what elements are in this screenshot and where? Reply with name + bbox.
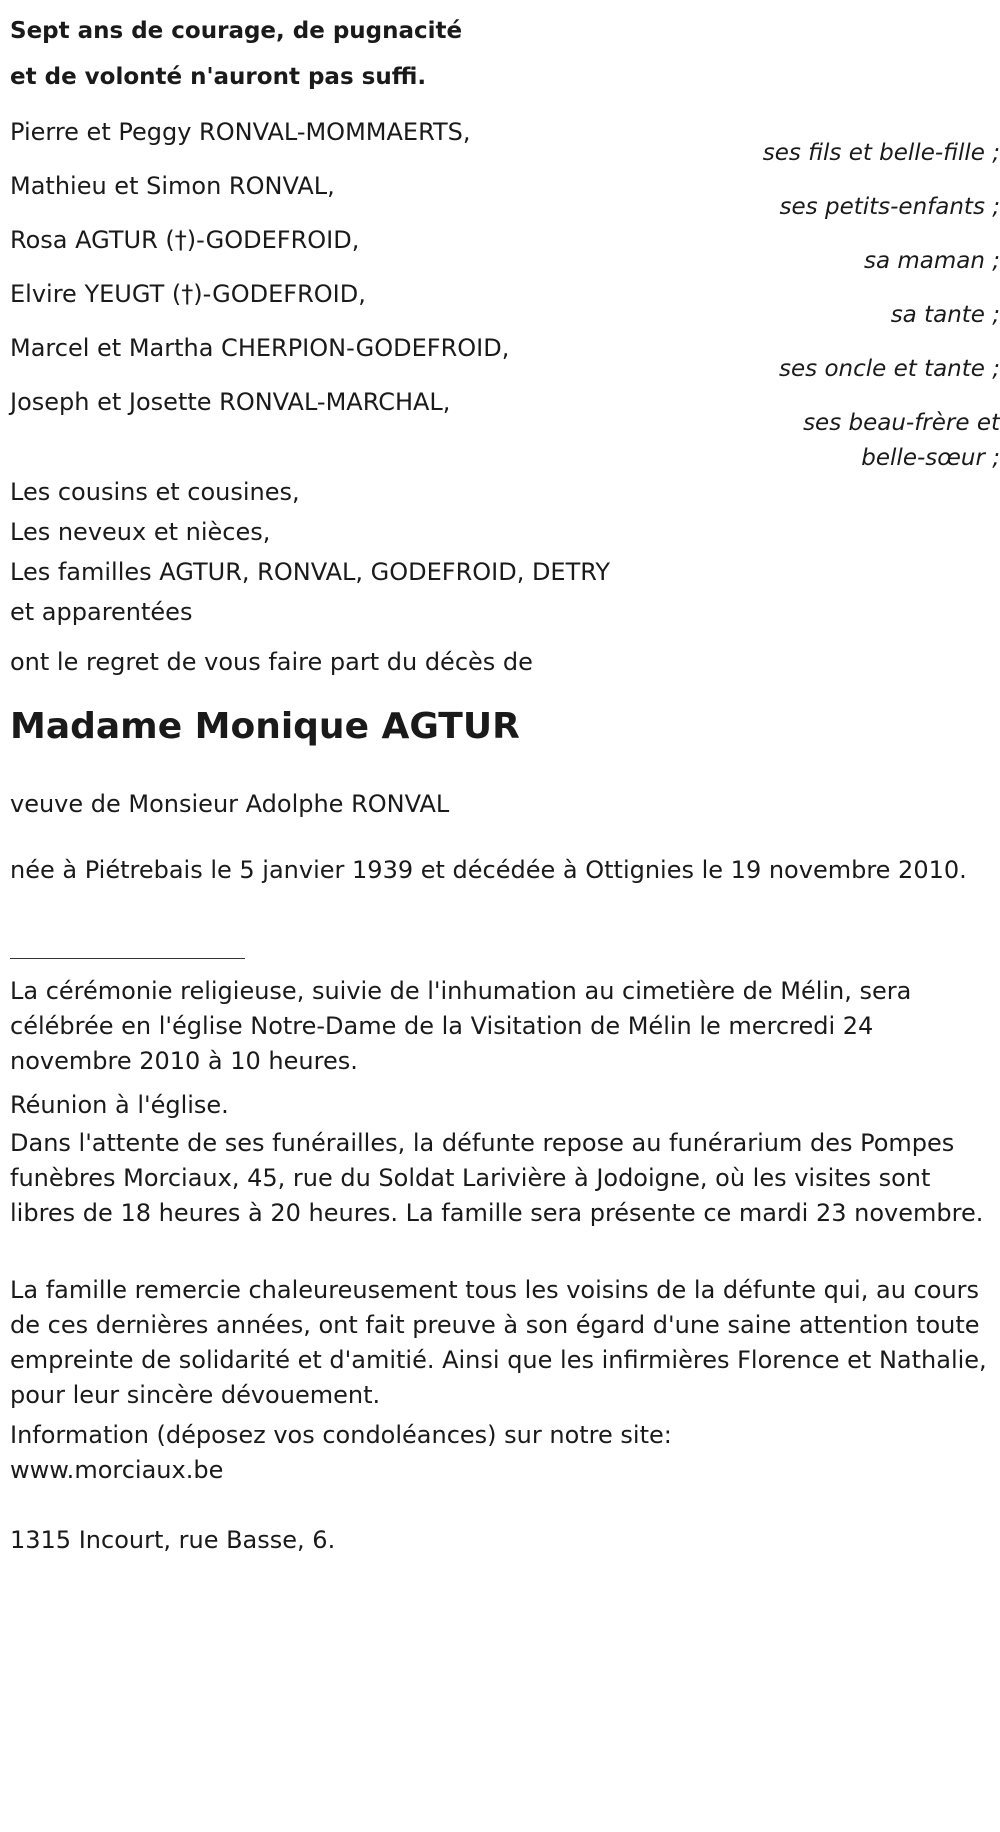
website-link[interactable]: www.morciaux.be bbox=[10, 1456, 224, 1484]
ceremony-text: La cérémonie religieuse, suivie de l'inhumation au cimetière de Mélin, sera célébrée en l'église Notre-Dame de la Visitation de Mélin le mercredi 24 novembre 2010 à 10 heures. bbox=[10, 977, 912, 1075]
family-relation-6a: ses beau-frère et bbox=[803, 410, 1000, 436]
family-name-1: Pierre et Peggy RONVAL-MOMMAERTS, bbox=[10, 118, 471, 146]
family-relation-2: ses petits-enfants ; bbox=[779, 194, 1000, 220]
family-relation-4: sa tante ; bbox=[890, 302, 1000, 328]
family-name-5: Marcel et Martha CHERPION-GODEFROID, bbox=[10, 334, 510, 362]
extended-family bbox=[10, 472, 1000, 632]
family-relation-3: sa maman ; bbox=[863, 248, 1000, 274]
others-line-2: Les neveux et nièces, bbox=[10, 518, 271, 546]
family-relation-6b: belle-sœur ; bbox=[861, 445, 1000, 471]
family-relation-1: ses fils et belle-fille ; bbox=[762, 140, 1000, 166]
widow-of-text: veuve de Monsieur Adolphe RONVAL bbox=[10, 790, 450, 818]
others-line-1: Les cousins et cousines, bbox=[10, 478, 300, 506]
info-line: Information (déposez vos condoléances) sur notre site: bbox=[10, 1421, 672, 1449]
intro-heading bbox=[10, 8, 462, 100]
deceased-name: Madame Monique AGTUR bbox=[10, 706, 520, 747]
others-line-3: Les familles AGTUR, RONVAL, GODEFROID, DETRY bbox=[10, 558, 611, 586]
family-name-4: Elvire YEUGT (†)-GODEFROID, bbox=[10, 280, 366, 308]
address-text: 1315 Incourt, rue Basse, 6. bbox=[10, 1526, 336, 1554]
family-relation-5: ses oncle et tante ; bbox=[779, 356, 1000, 382]
others-line-4: et apparentées bbox=[10, 598, 193, 626]
visitation-text: Dans l'attente de ses funérailles, la défunte repose au funérarium des Pompes funèbres Morciaux, 45, rue du Soldat Larivière à Jodoigne, où les visites sont libres de 18 heures à 20 heures. La famille sera présente ce mardi 23 novembre. bbox=[10, 1129, 984, 1227]
intro-line-1: Sept ans de courage, de pugnacité bbox=[10, 18, 463, 44]
birth-death-text: née à Piétrebais le 5 janvier 1939 et décédée à Ottignies le 19 novembre 2010. bbox=[10, 856, 967, 884]
family-name-3: Rosa AGTUR (†)-GODEFROID, bbox=[10, 226, 360, 254]
info-block bbox=[10, 1418, 1000, 1488]
intro-line-2: et de volonté n'auront pas suffi. bbox=[10, 64, 427, 90]
thanks-text: La famille remercie chaleureusement tous les voisins de la défunte qui, au cours de ces dernières années, ont fait preuve à son égard d'une saine attention toute empreinte de solidarité et d'amitié. Ainsi que les infirmières Florence et Nathalie, pour leur sincère dévouement. bbox=[10, 1276, 987, 1409]
meeting-text: Réunion à l'église. bbox=[10, 1091, 229, 1119]
announcement-text: ont le regret de vous faire part du décès de bbox=[10, 648, 533, 676]
family-name-2: Mathieu et Simon RONVAL, bbox=[10, 172, 335, 200]
family-name-6: Joseph et Josette RONVAL-MARCHAL, bbox=[10, 388, 451, 416]
separator-line bbox=[10, 958, 245, 959]
